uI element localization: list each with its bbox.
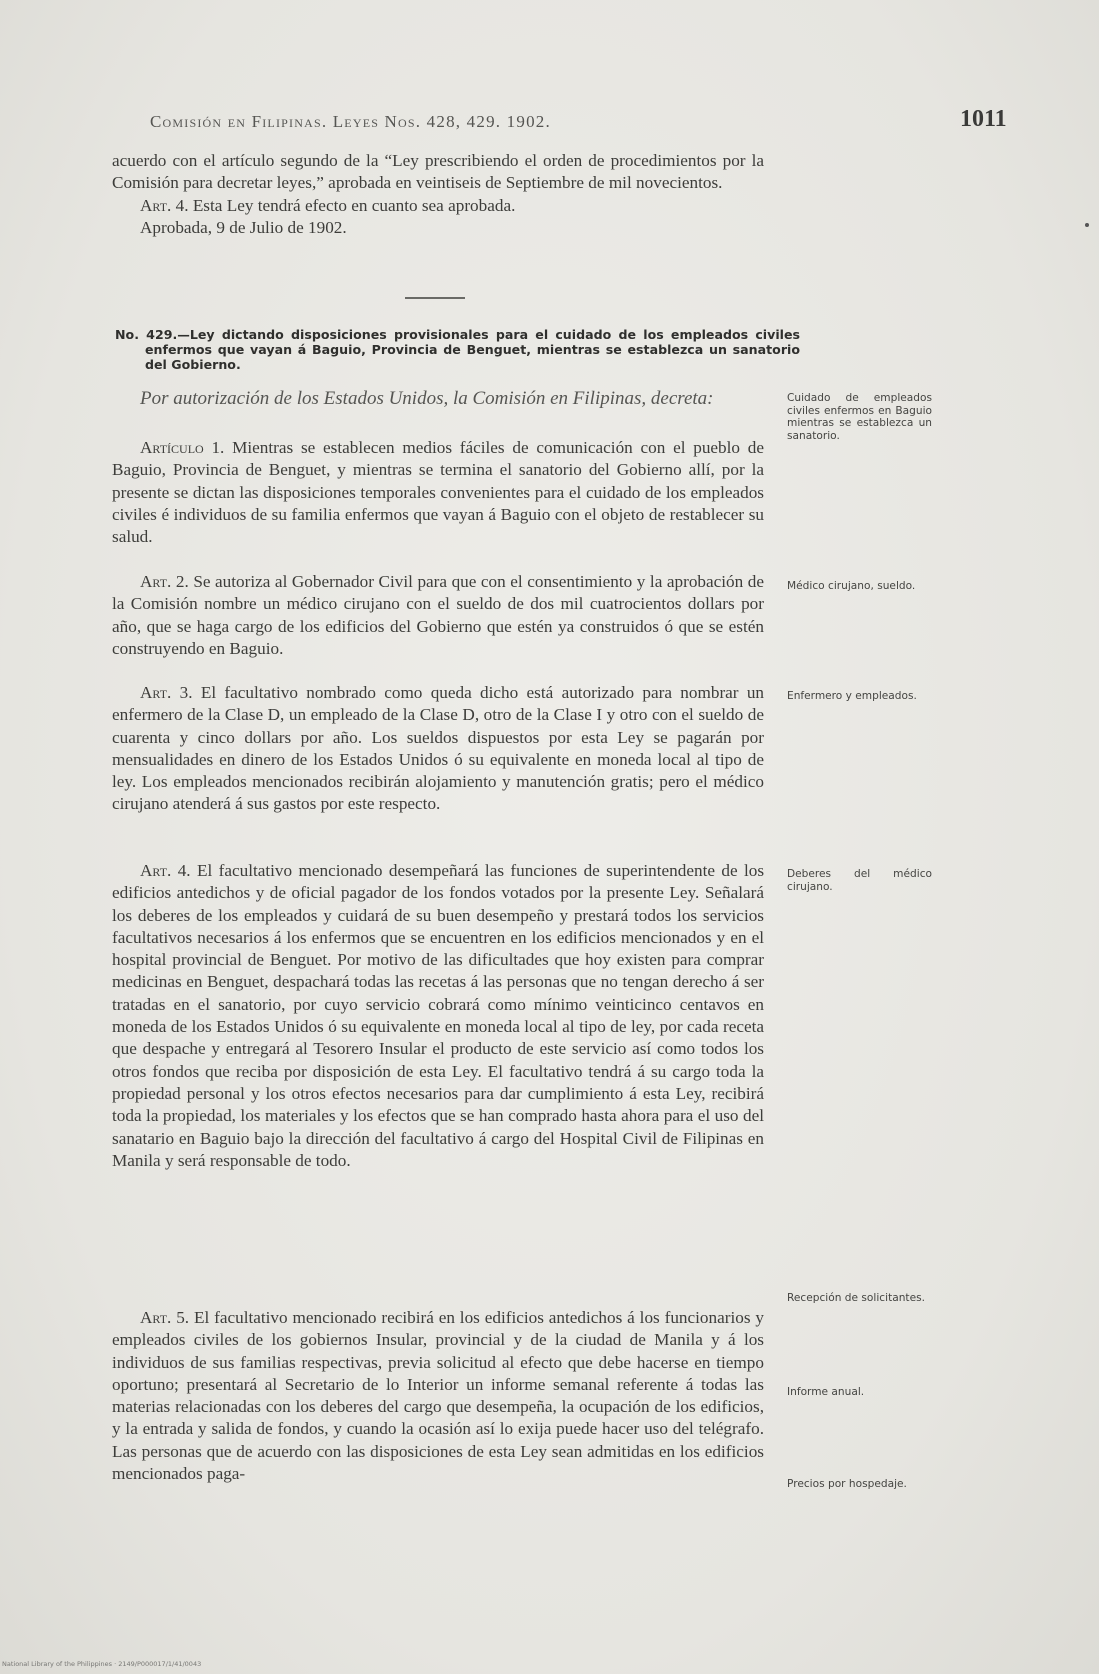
- article-label: Art. 4.: [140, 195, 189, 215]
- previous-law-article-4: [112, 195, 764, 217]
- article-2: [112, 571, 764, 660]
- article-label: Art. 3.: [140, 683, 193, 702]
- previous-law-continuation: [112, 150, 764, 239]
- article-text: Esta Ley tendrá efecto en cuanto sea aprobada.: [192, 195, 516, 215]
- article-text: El facultativo nombrado como queda dicho está autorizado para nombrar un enfermero de la Clase D, un empleado de la Clase D, otro de la Clase I y otro con el sueldo de cuarenta y cinco dollars por año. Los sueldos dispuestos por esta Ley se pagarán por mensualidades en dinero de los Estados Unidos ó su equivalente en moneda local al tipo de ley. Los empleados mencionados recibirán alojamiento y manutención gratis; pero el médico cirujano atenderá á sus gastos por este respecto.: [112, 683, 765, 814]
- article-4: [112, 860, 764, 1172]
- margin-note-surgeon-duties: Deberes del médico cirujano.: [787, 868, 932, 893]
- section-divider: [405, 297, 465, 299]
- article-label: Art. 4.: [140, 861, 191, 880]
- article-3: [112, 682, 764, 816]
- scan-credit: National Library of the Philippines · 2149/P000017/1/41/0043: [2, 1660, 202, 1668]
- article-text: El facultativo mencionado recibirá en los edificios antedichos á los funcionarios y empleados civiles de los gobiernos Insular, provincial y de la ciudad de Manila y á los individuos de sus familias respectivas, previa solicitud al efecto que debe hacerse en tiempo oportuno; presentará al Secretario de lo Interior un informe semanal referente á todas las materias relacionadas con los deberes del cargo que desempeña, la ocupación de los edificios, y la entrada y salida de fondos, y cuando la ocasión así lo exija puede hacer uso del telégrafo. Las personas que de acuerdo con las disposiciones de esta Ley sean admitidas en los edificios mencionados paga-: [112, 1308, 764, 1484]
- article-label: Artículo 1.: [140, 438, 225, 457]
- margin-note-surgeon-salary: Médico cirujano, sueldo.: [787, 580, 916, 592]
- margin-note-applicants: Recepción de solicitantes.: [787, 1292, 925, 1304]
- margin-note-care: Cuidado de empleados civiles enfermos en Baguio mientras se establezca un sanatorio.: [787, 392, 932, 442]
- running-header: Comisión en Filipinas. Leyes Nos. 428, 429. 1902.: [150, 112, 551, 131]
- page-number: 1011: [960, 106, 1007, 132]
- scan-speck: [1085, 223, 1089, 227]
- article-5: [112, 1307, 764, 1485]
- article-text: El facultativo mencionado desempeñará las funciones de superintendente de los edificios antedichos y de oficial pagador de los fondos votados por la presente Ley. Señalará los deberes de los empleados y cuidará de su buen desempeño y prestará todos los servicios facultativos necesarios á los enfermos que se encuentren en los edificios mencionados y en el hospital provincial de Benguet. Por motivo de las dificultades que hoy existen para comprar medicinas en Benguet, despachará todas las recetas á las personas que no tengan derecho á ser tratadas en el sanatorio, por cuyo servicio cobrará como mínimo veinticinco centavos en moneda de los Estados Unidos ó su equivalente en moneda local al tipo de ley, por cada receta que despache y entregará al Tesorero Insular el producto de este servicio así como todos los otros fondos que reciba por disposición de esta Ley. El facultativo tendrá á su cargo toda la propiedad personal y los otros efectos necesarios para dar cumplimiento á esta Ley, recibirá toda la propiedad, los materiales y los efectos que se han comprado hasta ahora para el uso del sanatario en Baguio bajo la dirección del facultativo á cargo del Hospital Civil de Filipinas en Manila y será responsable de todo.: [112, 861, 765, 1170]
- article-label: Art. 2.: [140, 572, 189, 591]
- article-text: Se autoriza al Gobernador Civil para que con el consentimiento y la aprobación de la Comisión nombre un médico cirujano con el sueldo de dos mil cuatrocientos dollars por año, que se haga cargo de los edificios del Gobierno que estén ya construidos ó que se estén construyendo en Baguio.: [112, 572, 764, 658]
- article-label: Art. 5.: [140, 1308, 190, 1327]
- article-1: [112, 437, 764, 548]
- margin-note-report: Informe anual.: [787, 1386, 865, 1398]
- article-text: Mientras se establecen medios fáciles de comunicación con el pueblo de Baguio, Provincia de Benguet, y mientras se termina el sanatorio del Gobierno allí, por la presente se dictan las disposiciones temporales convenientes para el cuidado de los empleados civiles é individuos de su familia enfermos que vayan á Baguio con el objeto de restablecer su salud.: [112, 438, 765, 547]
- law-preamble: Por autorización de los Estados Unidos, la Comisión en Filipinas, decreta:: [140, 388, 714, 409]
- law-title: No. 429.—Ley dictando disposiciones provisionales para el cuidado de los empleados civiles enfermos que vayan á Baguio, Provincia de Benguet, mientras se establezca un sanatorio del Gobierno.: [115, 327, 800, 372]
- margin-note-lodging-prices: Precios por hospedaje.: [787, 1478, 907, 1490]
- margin-note-nurse-employees: Enfermero y empleados.: [787, 690, 917, 702]
- continuation-paragraph: acuerdo con el artículo segundo de la “Ley prescribiendo el orden de procedimientos por la Comisión para decretar leyes,” aprobada en veintiseis de Septiembre de mil novecientos.: [112, 151, 764, 193]
- approval-date: Aprobada, 9 de Julio de 1902.: [140, 217, 347, 237]
